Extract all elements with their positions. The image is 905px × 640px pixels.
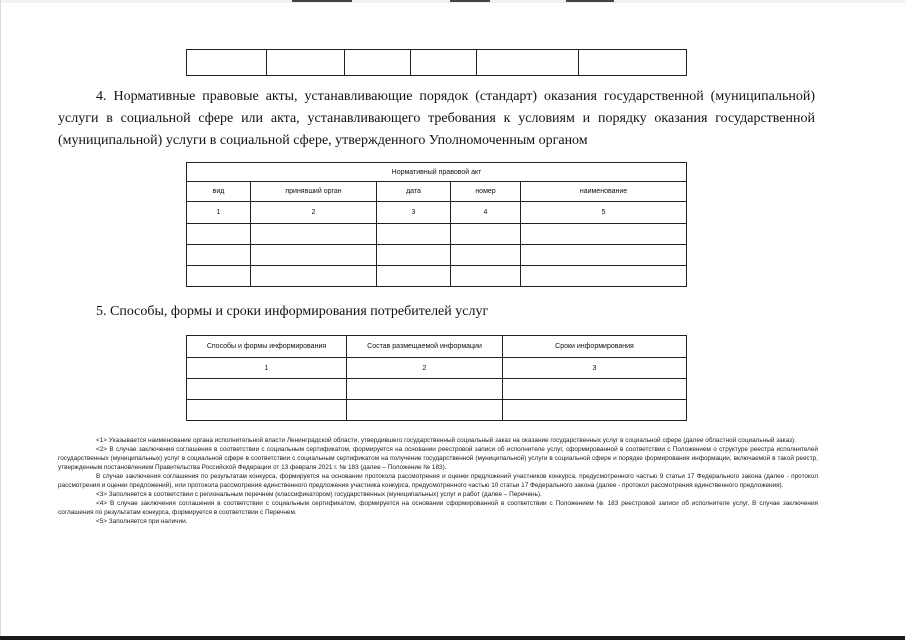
table-cell <box>377 266 451 287</box>
footnote: <1> Указывается наименование органа исполнительной власти Ленинградской области, утвердившего государственный социальный заказ на оказание государственных услуг в социальной сфере (далее областной социальный заказ). <box>96 437 796 444</box>
table-cell <box>377 245 451 266</box>
table-cell <box>267 50 345 76</box>
column-number: 3 <box>377 202 451 224</box>
column-number-row <box>187 358 687 379</box>
column-number: 2 <box>347 358 503 379</box>
column-header: вид <box>187 182 251 202</box>
table-cell <box>347 400 503 421</box>
table-cell <box>187 50 267 76</box>
table-cell <box>187 224 251 245</box>
footnote: <2> В случае заключения соглашения в соответствии с социальным сертификатом, формируется на основании реестровой записи об исполнителе услуг, сформированной в соответствии с Положением о структуре реестра исполнителей государственных (муниципальных) услуг в социальной сфере в соответствии с социальным сертификатом на получение государственной (муниципальной) услуги в социальной сфере и порядке формирования информации, включаемой в такой реестр, утвержденным постановлением Правительства Российской Федерации от 13 февраля 2021 г. № 183 (далее – Положение № 183). <box>58 446 818 471</box>
table-cell <box>579 50 687 76</box>
column-header: принявший орган <box>251 182 377 202</box>
top-cropped-mark <box>292 0 352 2</box>
table-cell <box>477 50 579 76</box>
footnote: <3> Заполняется в соответствии с региональным перечнем (классификатором) государственных (муниципальных) услуг и работ (далее – Перечень). <box>96 491 542 498</box>
table-cell <box>451 224 521 245</box>
column-number: 2 <box>251 202 377 224</box>
column-number: 3 <box>503 358 687 379</box>
previous-table-fragment <box>186 49 687 76</box>
column-header: наименование <box>521 182 687 202</box>
table-cell <box>187 266 251 287</box>
footnote: <4> В случае заключения соглашения в соответствии с социальным сертификатом, формируется на основании сформированной в соответствии с Положением № 183 реестровой записи об исполнителе услуг. В случае заключения соглашения по результатам конкурса, формируется в соответствии с Перечнем. <box>58 500 818 516</box>
footnotes <box>58 436 818 526</box>
column-header: Способы и формы информирования <box>187 336 347 358</box>
section-5-heading: 5. Способы, формы и сроки информирования потребителей услуг <box>96 304 489 319</box>
table-cell <box>521 245 687 266</box>
column-number: 1 <box>187 358 347 379</box>
table-cell <box>521 266 687 287</box>
table-row <box>187 50 687 76</box>
column-number-row <box>187 202 687 224</box>
scan-bottom-edge <box>0 636 905 640</box>
table-cell <box>451 266 521 287</box>
table-row <box>187 266 687 287</box>
table-title-row <box>187 163 687 182</box>
table-cell <box>345 50 411 76</box>
footnote: В случае заключения соглашения по результатам конкурса, формируется на основании протокола рассмотрения и оценки предложений участников конкурса, предусмотренного частью 9 статьи 17 Федерального закона (далее - протокол рассмотрения и оценки предложений), или протокола рассмотрения единственного предложения участника конкурса, предусмотренного частью 10 статьи 17 Федерального закона (далее - протокол рассмотрения единственного предложения). <box>58 473 818 489</box>
table-row <box>187 245 687 266</box>
table-cell <box>187 245 251 266</box>
table-cell <box>187 400 347 421</box>
column-number: 4 <box>451 202 521 224</box>
normative-acts-table <box>186 162 687 287</box>
table-cell <box>377 224 451 245</box>
table-row <box>187 379 687 400</box>
informing-methods-table <box>186 335 687 421</box>
table-cell <box>251 224 377 245</box>
table-cell <box>347 379 503 400</box>
table-cell <box>411 50 477 76</box>
section-4-heading: 4. Нормативные правовые акты, устанавливающие порядок (стандарт) оказания государственной (муниципальной) услуги в социальной сфере или акта, устанавливающего требования к условиям и порядку оказания государственной (муниципальной) услуги в социальной сфере, утвержденного Уполномоченным органом <box>58 89 815 148</box>
table-cell <box>521 224 687 245</box>
table-cell <box>187 379 347 400</box>
table-cell <box>503 400 687 421</box>
table-cell <box>451 245 521 266</box>
footnote: <5> Заполняется при наличии. <box>96 518 188 525</box>
column-header: номер <box>451 182 521 202</box>
table-row <box>187 224 687 245</box>
table-cell <box>503 379 687 400</box>
column-number: 5 <box>521 202 687 224</box>
table-title: Нормативный правовой акт <box>187 163 687 182</box>
scan-left-edge <box>0 0 1 640</box>
table-cell <box>251 245 377 266</box>
column-number: 1 <box>187 202 251 224</box>
table-cell <box>251 266 377 287</box>
column-header: дата <box>377 182 451 202</box>
table-header-row <box>187 336 687 358</box>
top-cropped-mark <box>450 0 490 2</box>
column-header: Состав размещаемой информации <box>347 336 503 358</box>
top-cropped-mark <box>566 0 614 2</box>
column-header: Сроки информирования <box>503 336 687 358</box>
table-header-row <box>187 182 687 202</box>
table-row <box>187 400 687 421</box>
